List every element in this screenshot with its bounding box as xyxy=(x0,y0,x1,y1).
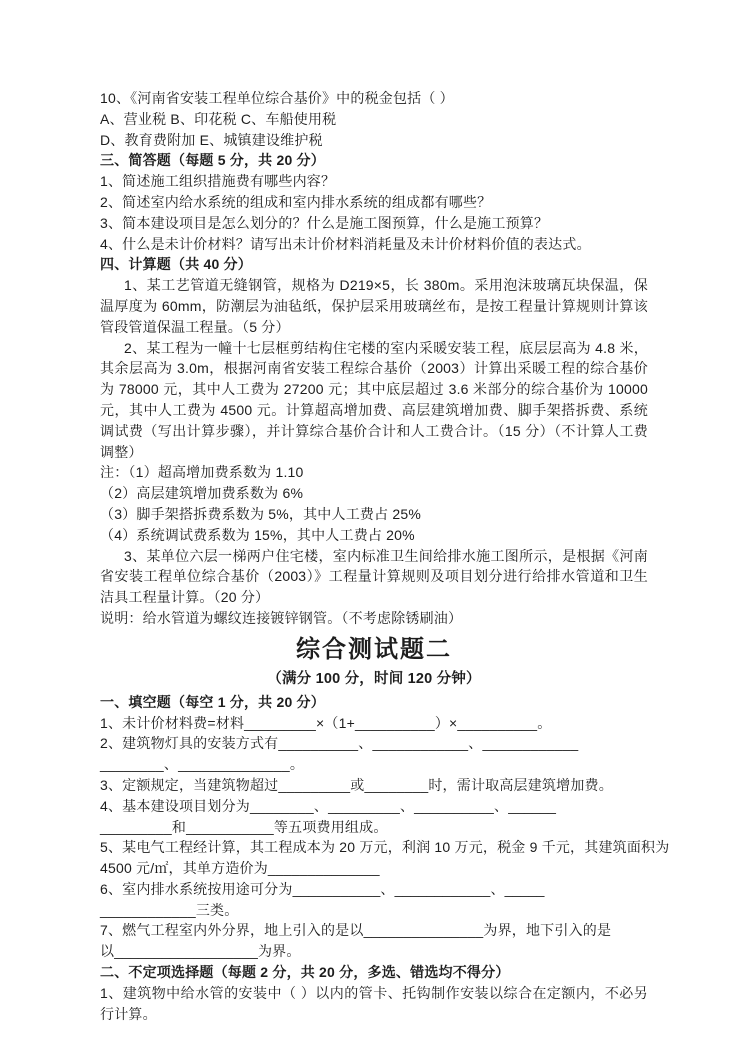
choice-question-1: 1、建筑物中给水管的安装中（ ）以内的管卡、托钩制作安装以综合在定额内，不必另行计算。 xyxy=(100,984,648,1022)
page-subtitle: （满分 100 分，时间 120 分钟） xyxy=(267,670,481,687)
calc-q2-note-4: （4）系统调试费系数为 15%，其中人工费占 20% xyxy=(100,526,415,543)
question-10: 10、《河南省安装工程单位综合基价》中的税金包括（ ） xyxy=(100,90,454,106)
fill-blank-q5-line2: 4500 元/㎡，其单方造价为______________ xyxy=(100,860,380,877)
fill-blank-q7-line2: 以__________________为界。 xyxy=(100,943,301,960)
question-10-options-abc: A、营业税 B、印花税 C、车船使用税 xyxy=(100,110,337,127)
section-heading-multiple-choice: 二、不定项选择题（每题 2 分，共 20 分，多选、错选均不得分） xyxy=(100,964,510,981)
calc-question-3: 3、某单位六层一梯两户住宅楼，室内标准卫生间给排水施工图所示，是根据《河南省安装工程单位综合基价（2003）》工程量计算规则及项目划分进行给排水管道和卫生洁具工程量计算。（20 分） xyxy=(100,547,648,606)
section-heading-calculation: 四、计算题（共 40 分） xyxy=(100,256,252,273)
fill-blank-q6-line2: ____________三类。 xyxy=(100,901,239,918)
calc-q2-note-2: （2）高层建筑增加费系数为 6% xyxy=(100,485,304,502)
fill-blank-q1: 1、未计价材料费=材料_________×（1+__________）×__________。 xyxy=(100,714,552,731)
short-answer-q1: 1、简述施工组织措施费有哪些内容？ xyxy=(100,173,336,190)
fill-blank-q4-line2: _________和___________等五项费用组成。 xyxy=(100,818,388,835)
short-answer-q2: 2、简述室内给水系统的组成和室内排水系统的组成都有哪些？ xyxy=(100,193,492,210)
calc-q2-note-3: （3）脚手架搭拆费系数为 5%，其中人工费占 25% xyxy=(100,505,422,522)
calc-q3-note: 说明：给水管道为螺纹连接镀锌钢管。（不考虑除锈刷油） xyxy=(100,609,463,626)
document-body xyxy=(100,88,670,1024)
fill-blank-q4-line1: 4、基本建设项目划分为________、_________、__________、______ xyxy=(100,797,557,814)
section-heading-fill-blanks: 一、填空题（每空 1 分，共 20 分） xyxy=(100,693,325,710)
calc-question-2: 2、某工程为一幢十七层框剪结构住宅楼的室内采暖安装工程，底层层高为 4.8 米，其余层高为 3.0m，根据河南省安装工程综合基价（2003）计算出采暖工程的综合基价为 78000 元，其中人工费为 27200 元；其中底层超过 3.6 米部分的综合基价为 10000 元，其中人工费为 4500 元。计算超高增加费、高层建筑增加费、脚手架搭拆费、系统调试费（写出计算步骤），并计算综合基价合计和人工费合计。（15 分）（不计算人工费调整） xyxy=(100,339,648,460)
fill-blank-q5-line1: 5、某电气工程经计算，其工程成本为 20 万元，利润 10 万元，税金 9 千元，其建筑面积为 xyxy=(100,839,670,856)
fill-blank-q7-line1: 7、燃气工程室内外分界，地上引入的是以_______________为界，地下引入的是 xyxy=(100,922,612,939)
fill-blank-q6-line1: 6、室内排水系统按用途可分为___________、____________、_____ xyxy=(100,880,545,897)
section-heading-short-answer: 三、简答题（每题 5 分，共 20 分） xyxy=(100,152,325,169)
fill-blank-q2-line2: ________、______________。 xyxy=(100,756,305,773)
page-title: 综合测试题二 xyxy=(296,635,452,663)
question-10-options-de: D、教育费附加 E、城镇建设维护税 xyxy=(100,131,323,148)
short-answer-q4: 4、什么是未计价材料？请写出未计价材料消耗量及未计价材料价值的表达式。 xyxy=(100,235,591,252)
short-answer-q3: 3、简本建设项目是怎么划分的？什么是施工图预算，什么是施工预算？ xyxy=(100,214,549,231)
calc-question-1: 1、某工艺管道无缝钢管，规格为 D219×5，长 380m。采用泡沫玻璃瓦块保温，保温厚度为 60mm，防潮层为油毡纸，保护层采用玻璃丝布，是按工程量计算规则计算该管段管道保温工程量。（5 分） xyxy=(100,277,648,335)
fill-blank-q3: 3、定额规定，当建筑物超过_________或________时，需计取高层建筑增加费。 xyxy=(100,776,613,793)
fill-blank-q2-line1: 2、建筑物灯具的安装方式有__________、____________、____________ xyxy=(100,735,579,752)
calc-q2-note-1: 注：（1）超高增加费系数为 1.10 xyxy=(100,464,304,481)
